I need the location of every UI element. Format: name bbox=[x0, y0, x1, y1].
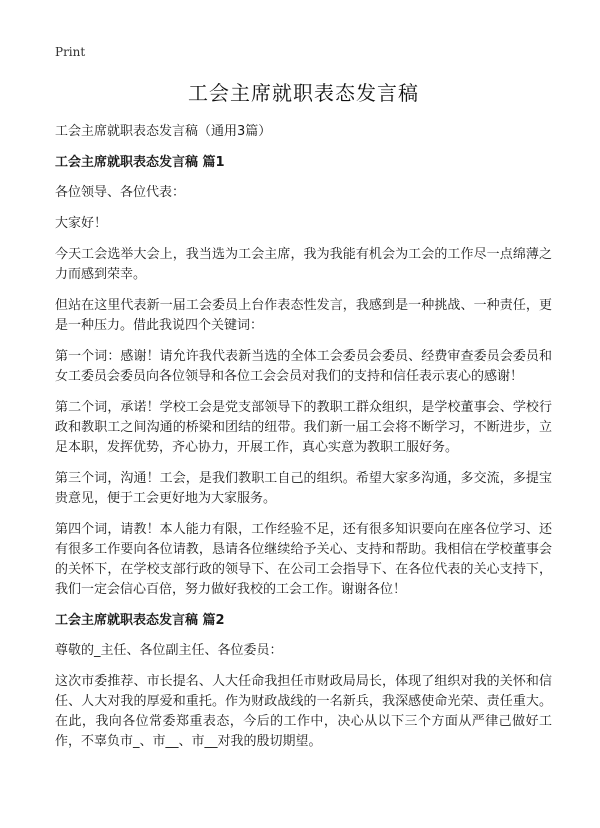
paragraph: 尊敬的_主任、各位副主任、各位委员： bbox=[55, 643, 283, 658]
paragraph: 但站在这里代表新一届工会委员上台作表态性发言，我感到是一种挑战、一种责任，更是一种压力。借此我说四个关键词： bbox=[55, 298, 552, 333]
paragraph: 第四个词，请教！本人能力有限，工作经验不足，还有很多知识要向在座各位学习、还有很多工作要向各位请教，恳请各位继续给予关心、支持和帮助。我相信在学校董事会的关怀下，在学校支部行政的领导下、在公司工会指导下、在各位代表的关心支持下，我们一定会信心百倍，努力做好我校的工会工作。谢谢各位！ bbox=[55, 522, 552, 597]
section-heading: 工会主席就职表态发言稿 篇1 bbox=[55, 155, 225, 170]
document-subtitle: 工会主席就职表态发言稿（通用3篇） bbox=[55, 124, 272, 139]
section-1 bbox=[55, 153, 552, 600]
document-title: 工会主席就职表态发言稿 bbox=[188, 81, 419, 105]
paragraph: 各位领导、各位代表： bbox=[55, 185, 186, 200]
section-heading: 工会主席就职表态发言稿 篇2 bbox=[55, 613, 225, 628]
paragraph: 第一个词：感谢！请允许我代表新当选的全体工会委员会委员、经费审查委员会委员和女工委员会委员向各位领导和各位工会会员对我们的支持和信任表示衷心的感谢！ bbox=[55, 349, 552, 384]
paragraph: 今天工会选举大会上，我当选为工会主席，我为我能有机会为工会的工作尽一点绵薄之力而感到荣幸。 bbox=[55, 247, 552, 282]
paragraph: 第三个词，沟通！工会，是我们教职工自己的组织。希望大家多沟通，多交流，多提宝贵意见，便于工会更好地为大家服务。 bbox=[55, 471, 552, 506]
paragraph: 第二个词，承诺！学校工会是党支部领导下的教职工群众组织，是学校董事会、学校行政和教职工之间沟通的桥梁和团结的纽带。我们新一届工会将不断学习，不断进步，立足本职，发挥优势，齐心协力，开展工作，真心实意为教职工服好务。 bbox=[55, 400, 552, 455]
section-2 bbox=[55, 611, 552, 752]
paragraph: 大家好！ bbox=[55, 216, 108, 231]
print-link[interactable]: Print bbox=[55, 45, 86, 59]
paragraph: 这次市委推荐、市长提名、人大任命我担任市财政局局长，体现了组织对我的关怀和信任、人大对我的厚爱和重托。作为财政战线的一名新兵，我深感使命光荣、责任重大。在此，我向各位常委郑重表态，今后的工作中，决心从以下三个方面从严律己做好工作，不辜负市_、市__、市__对我的殷切期望。 bbox=[55, 674, 552, 749]
